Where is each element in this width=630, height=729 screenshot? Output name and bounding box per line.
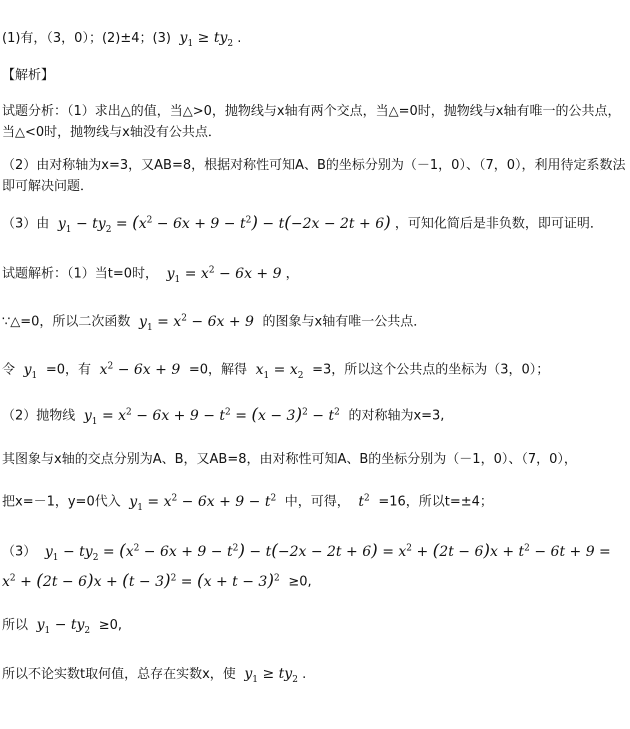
answer-tail: . (237, 31, 242, 46)
solution-line-10 (2, 666, 306, 688)
analysis-heading: 【解析】 (2, 68, 55, 83)
formula-t-squared: $t^2$ (353, 493, 370, 510)
analysis-part-2: （2）由对称轴为x=3，又AB=8，根据对称性可知A、B的坐标分别为（－1，0）、（7，0），利用待定系数法即可解决问题． (2, 158, 626, 194)
formula-conclusion: $y_1 \ge ty_2$ (239, 666, 298, 685)
solution-line-4 (2, 404, 444, 429)
solution-10-suffix: . (302, 667, 307, 682)
solution-1-prefix: 试题解析：（1）当t=0时， (2, 266, 159, 282)
solution-6-suffix: =16，所以t=±4； (378, 494, 493, 510)
solution-line-3 (2, 358, 549, 383)
answer-line (2, 30, 241, 52)
analysis-part-3-prefix: （3）由 (2, 216, 50, 232)
solution-1-suffix: ， (285, 266, 299, 282)
formula-y1: $y_1$ (19, 361, 38, 381)
answer-text: (1)有，（3，0）；(2)±4；(3) (2, 31, 171, 46)
formula-parabola-vertex-form: $y_1 = x^2 - 6x + 9 - t^2 = (x - 3)^2 - t^2$ (79, 404, 340, 427)
solution-4-suffix: 的对称轴为x=3, (348, 408, 445, 424)
solution-3-c: =0，解得 (188, 362, 247, 378)
formula-substitution: $y_1 = x^2 - 6x + 9 - t^2$ (124, 493, 277, 513)
analysis-part-1: 试题分析：（1）求出△的值，当△>0，抛物线与x轴有两个交点，当△=0时，抛物线与x轴有唯一的公共点，当△<0时，抛物线与x轴没有公共点． (2, 104, 621, 140)
formula-zero-equation: $x^2 - 6x + 9$ (95, 361, 185, 378)
solution-line-6 (2, 490, 493, 515)
formula-part3-square: $x^2 + (2t - 6)x + (t - 3)^2 = (x + t - 3)^2$ (2, 570, 280, 591)
formula-difference-expansion: $y_1 - ty_2 = (x^2 - 6x + 9 - t^2) - t(-2x - 2t + 6)$ (53, 212, 391, 235)
solution-8-suffix: ≥0, (288, 574, 312, 590)
solution-line-8 (2, 570, 312, 591)
solution-3-a: 令 (2, 362, 16, 378)
formula-part3-expansion: $y_1 - ty_2 = (x^2 - 6x + 9 - t^2) - t(-2x - 2t + 6) = x^2 + (2t - 6)x + t^2 - 6t + 9$ = (40, 540, 611, 563)
solution-line-1 (2, 262, 299, 287)
formula-y1-t0: $y_1 = x^2 - 6x + 9$ (162, 265, 282, 285)
solution-9-suffix: ≥0, (98, 618, 123, 633)
formula-roots: $x_1 = x_2$ (251, 361, 304, 381)
solution-2-prefix: ∵△=0，所以二次函数 (2, 314, 131, 330)
solution-2-suffix: 的图象与x轴有唯一公共点． (262, 314, 427, 330)
answer-inequality: $y_1 \ge ty_2$ (175, 30, 234, 49)
formula-quadratic: $y_1 = x^2 - 6x + 9$ (134, 313, 259, 333)
solution-line-2 (2, 310, 426, 335)
solution-4-prefix: （2）抛物线 (2, 408, 76, 424)
solution-6-middle: 中，可得， (284, 494, 350, 510)
analysis-part-3-suffix: ，可知化简后是非负数，即可证明． (394, 216, 603, 232)
solution-3-d: =3，所以这个公共点的坐标为（3，0）； (312, 362, 550, 378)
solution-9-prefix: 所以 (2, 618, 29, 633)
solution-line-7 (2, 540, 611, 565)
solution-3-b: =0，有 (45, 362, 92, 378)
analysis-part-3 (2, 212, 603, 237)
solution-line-5: 其图象与x轴的交点分别为A、B，又AB=8，由对称性可知A、B的坐标分别为（－1，0）、（7，0）， (2, 452, 577, 467)
formula-difference-nonneg: $y_1 - ty_2$ (32, 617, 91, 636)
solution-10-prefix: 所以不论实数t取何值，总存在实数x，使 (2, 667, 236, 682)
solution-6-prefix: 把x=－1，y=0代入 (2, 494, 121, 510)
solution-7-prefix: （3） (2, 544, 37, 560)
solution-line-9 (2, 617, 122, 639)
